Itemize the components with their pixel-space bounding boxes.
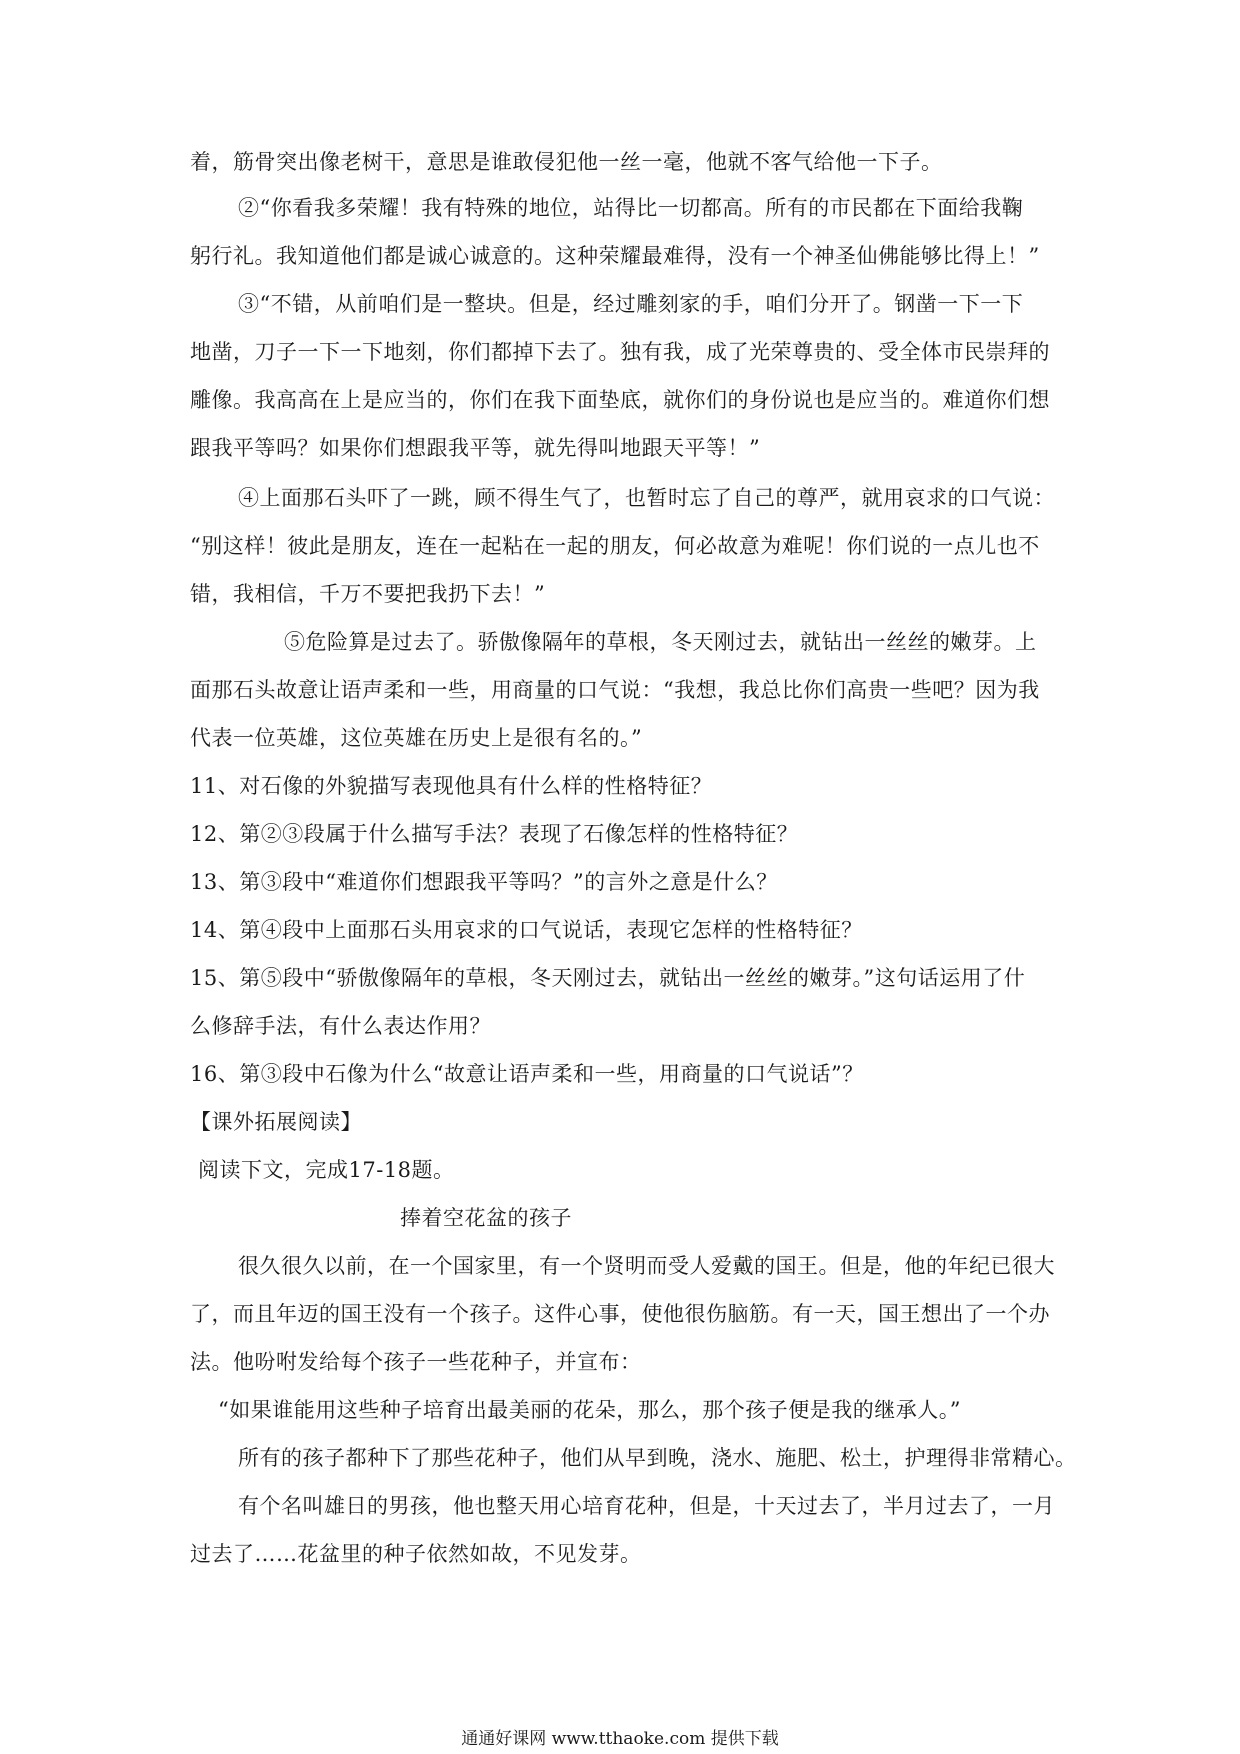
- text-line: 地凿，刀子一下一下地刻，你们都掉下去了。独有我，成了光荣尊贵的、受全体市民崇拜的: [190, 340, 1050, 364]
- text-line: ③“不错，从前咱们是一整块。但是，经过雕刻家的手，咱们分开了。钢凿一下一下: [238, 292, 1024, 316]
- question-line: 12、第②③段属于什么描写手法？表现了石像怎样的性格特征？: [190, 822, 799, 846]
- section-heading: 【课外拓展阅读】: [190, 1110, 362, 1134]
- text-line: 所有的孩子都种下了那些花种子，他们从早到晚，浇水、施肥、松土，护理得非常精心。: [238, 1446, 1077, 1470]
- text-line: 跟我平等吗？如果你们想跟我平等，就先得叫地跟天平等！”: [190, 436, 761, 460]
- text-line: “如果谁能用这些种子培育出最美丽的花朵，那么，那个孩子便是我的继承人。”: [218, 1398, 961, 1422]
- text-line: 了，而且年迈的国王没有一个孩子。这件心事，使他很伤脑筋。有一天，国王想出了一个办: [190, 1302, 1050, 1326]
- text-line: 躬行礼。我知道他们都是诚心诚意的。这种荣耀最难得，没有一个神圣仙佛能够比得上！”: [190, 244, 1040, 268]
- question-line: 么修辞手法，有什么表达作用？: [190, 1014, 491, 1038]
- text-line: 雕像。我高高在上是应当的，你们在我下面垫底，就你们的身份说也是应当的。难道你们想: [190, 388, 1050, 412]
- text-line: 错，我相信，千万不要把我扔下去！”: [190, 582, 546, 606]
- text-line: 法。他吩咐发给每个孩子一些花种子，并宣布：: [190, 1350, 642, 1374]
- footer-text: 通通好课网 www.tthaoke.com 提供下载: [461, 1729, 779, 1749]
- question-line: 13、第③段中“难道你们想跟我平等吗？”的言外之意是什么？: [190, 870, 778, 894]
- text-line: ②“你看我多荣耀！我有特殊的地位，站得比一切都高。所有的市民都在下面给我鞠: [238, 196, 1024, 220]
- instruction-line: 阅读下文，完成17-18题。: [198, 1158, 455, 1182]
- text-line: 过去了……花盆里的种子依然如故，不见发芽。: [190, 1542, 642, 1566]
- question-line: 16、第③段中石像为什么“故意让语声柔和一些，用商量的口气说话”？: [190, 1062, 864, 1086]
- text-line: 面那石头故意让语声柔和一些，用商量的口气说：“我想，我总比你们高贵一些吧？因为我: [190, 678, 1040, 702]
- text-line: ④上面那石头吓了一跳，顾不得生气了，也暂时忘了自己的尊严，就用哀求的口气说：: [238, 486, 1055, 510]
- text-line: 有个名叫雄日的男孩，他也整天用心培育花种，但是，十天过去了，半月过去了，一月: [238, 1494, 1055, 1518]
- passage-title: 捧着空花盆的孩子: [400, 1206, 572, 1230]
- question-line: 11、对石像的外貌描写表现他具有什么样的性格特征？: [190, 774, 713, 798]
- question-line: 15、第⑤段中“骄傲像隔年的草根，冬天刚过去，就钻出一丝丝的嫩芽。”这句话运用了什: [190, 966, 1026, 990]
- text-line: “别这样！彼此是朋友，连在一起粘在一起的朋友，何必故意为难呢！你们说的一点儿也不: [190, 534, 1040, 558]
- question-line: 14、第④段中上面那石头用哀求的口气说话，表现它怎样的性格特征？: [190, 918, 863, 942]
- text-line: 代表一位英雄，这位英雄在历史上是很有名的。”: [190, 726, 643, 750]
- text-line: 很久很久以前，在一个国家里，有一个贤明而受人爱戴的国王。但是，他的年纪已很大: [238, 1254, 1055, 1278]
- text-line: ⑤危险算是过去了。骄傲像隔年的草根，冬天刚过去，就钻出一丝丝的嫩芽。上: [284, 630, 1037, 654]
- text-line: 着，筋骨突出像老树干，意思是谁敢侵犯他一丝一毫，他就不客气给他一下子。: [190, 150, 943, 174]
